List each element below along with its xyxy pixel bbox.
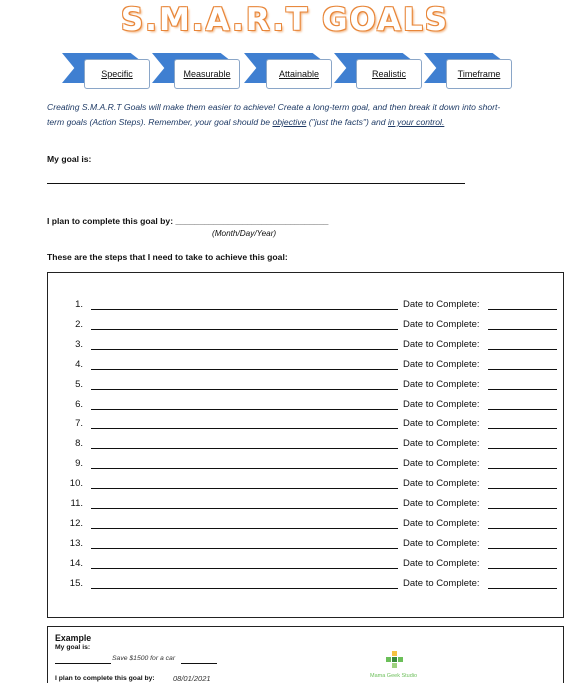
date-to-complete-label: Date to Complete:	[403, 338, 480, 350]
steps-label: These are the steps that I need to take to achieve this goal:	[47, 252, 288, 262]
date-to-complete-label: Date to Complete:	[403, 438, 480, 450]
step-row	[48, 514, 565, 532]
intro-paragraph	[47, 100, 517, 130]
example-goal-line	[55, 663, 111, 664]
date-to-complete-line[interactable]	[488, 528, 557, 529]
step-description-line[interactable]	[91, 389, 398, 390]
date-to-complete-label: Date to Complete:	[403, 577, 480, 589]
date-to-complete-line[interactable]	[488, 468, 557, 469]
step-number: 13.	[69, 537, 83, 549]
step-description-line[interactable]	[91, 568, 398, 569]
date-format-hint: (Month/Day/Year)	[212, 229, 277, 238]
chevron-label: Specific	[84, 59, 150, 89]
date-to-complete-label: Date to Complete:	[403, 458, 480, 470]
page-title: S.M.A.R.T GOALS	[120, 2, 450, 38]
step-description-line[interactable]	[91, 528, 398, 529]
date-to-complete-label: Date to Complete:	[403, 398, 480, 410]
step-number: 6.	[75, 398, 83, 410]
step-row	[48, 315, 565, 333]
step-description-line[interactable]	[91, 448, 398, 449]
example-plan-label: I plan to complete this goal by:	[55, 675, 155, 682]
step-number: 8.	[75, 438, 83, 450]
step-row	[48, 295, 565, 313]
step-number: 5.	[75, 378, 83, 390]
date-to-complete-line[interactable]	[488, 389, 557, 390]
step-number: 7.	[75, 418, 83, 430]
step-number: 15.	[69, 577, 83, 589]
date-to-complete-label: Date to Complete:	[403, 517, 480, 529]
plan-label: I plan to complete this goal by: ________________________________	[47, 216, 329, 226]
date-to-complete-line[interactable]	[488, 349, 557, 350]
example-goal-line	[181, 663, 217, 664]
date-to-complete-line[interactable]	[488, 409, 557, 410]
date-to-complete-line[interactable]	[488, 548, 557, 549]
step-description-line[interactable]	[91, 548, 398, 549]
step-description-line[interactable]	[91, 588, 398, 589]
step-number: 9.	[75, 458, 83, 470]
date-to-complete-line[interactable]	[488, 568, 557, 569]
step-row	[48, 454, 565, 472]
step-description-line[interactable]	[91, 369, 398, 370]
step-description-line[interactable]	[91, 329, 398, 330]
date-to-complete-line[interactable]	[488, 488, 557, 489]
chevron-realistic	[334, 53, 422, 83]
date-to-complete-label: Date to Complete:	[403, 299, 480, 310]
step-row	[48, 414, 565, 432]
chevron-measurable	[152, 53, 240, 83]
date-to-complete-label: Date to Complete:	[403, 498, 480, 509]
studio-logo-text: Mama Geek Studio	[370, 673, 418, 679]
date-to-complete-label: Date to Complete:	[403, 557, 480, 569]
date-to-complete-line[interactable]	[488, 369, 557, 370]
intro-text: ("just the facts") and	[306, 117, 388, 127]
step-description-line[interactable]	[91, 309, 398, 310]
step-row	[48, 474, 565, 492]
step-number: 10.	[69, 478, 83, 490]
intro-objective: objective	[272, 117, 307, 127]
date-to-complete-label: Date to Complete:	[403, 318, 480, 330]
step-number: 14.	[69, 557, 83, 569]
action-steps-box	[47, 272, 564, 618]
step-row	[48, 335, 565, 353]
step-row	[48, 375, 565, 393]
step-number: 3.	[75, 338, 83, 350]
example-box	[47, 626, 564, 683]
date-to-complete-label: Date to Complete:	[403, 537, 480, 549]
date-to-complete-line[interactable]	[488, 508, 557, 509]
step-row	[48, 534, 565, 552]
date-to-complete-label: Date to Complete:	[403, 378, 480, 390]
example-title: Example	[55, 633, 92, 643]
step-description-line[interactable]	[91, 488, 398, 489]
goal-label: My goal is:	[47, 154, 92, 164]
step-number: 11.	[70, 498, 83, 509]
chevron-specific	[62, 53, 150, 83]
step-number: 2.	[75, 318, 83, 330]
intro-text: Creating S.M.A.R.T Goals will make them easier to achieve! Create a long-term goal, and then break it down into short-term goals (Action Steps). Remember, your goal should be	[47, 102, 501, 127]
smart-chevron-row	[62, 50, 522, 92]
chevron-label: Measurable	[174, 59, 240, 89]
step-row	[48, 395, 565, 413]
example-goal-label: My goal is:	[55, 644, 91, 651]
date-to-complete-line[interactable]	[488, 329, 557, 330]
date-to-complete-line[interactable]	[488, 428, 557, 429]
step-description-line[interactable]	[91, 349, 398, 350]
step-number: 4.	[75, 358, 83, 370]
step-description-line[interactable]	[91, 428, 398, 429]
chevron-attainable	[244, 53, 332, 83]
step-row	[48, 574, 565, 592]
chevron-label: Timeframe	[446, 59, 512, 89]
example-goal-value: Save $1500 for a car	[112, 655, 176, 662]
date-to-complete-line[interactable]	[488, 309, 557, 310]
step-number: 1.	[75, 299, 83, 310]
date-to-complete-line[interactable]	[488, 448, 557, 449]
step-row	[48, 494, 565, 512]
step-row	[48, 434, 565, 452]
chevron-label: Realistic	[356, 59, 422, 89]
step-number: 12.	[69, 517, 83, 529]
date-to-complete-line[interactable]	[488, 588, 557, 589]
studio-logo-icon	[386, 651, 404, 669]
step-description-line[interactable]	[91, 468, 398, 469]
intro-control: in your control.	[387, 117, 445, 127]
date-to-complete-label: Date to Complete:	[403, 358, 480, 370]
chevron-timeframe	[424, 53, 512, 83]
step-row	[48, 554, 565, 572]
goal-line[interactable]	[47, 183, 465, 184]
date-to-complete-label: Date to Complete:	[403, 478, 480, 490]
chevron-label: Attainable	[266, 59, 332, 89]
date-to-complete-label: Date to Complete:	[403, 418, 480, 430]
example-plan-value: 08/01/2021	[173, 674, 211, 683]
step-description-line[interactable]	[91, 508, 398, 509]
step-row	[48, 355, 565, 373]
step-description-line[interactable]	[91, 409, 398, 410]
